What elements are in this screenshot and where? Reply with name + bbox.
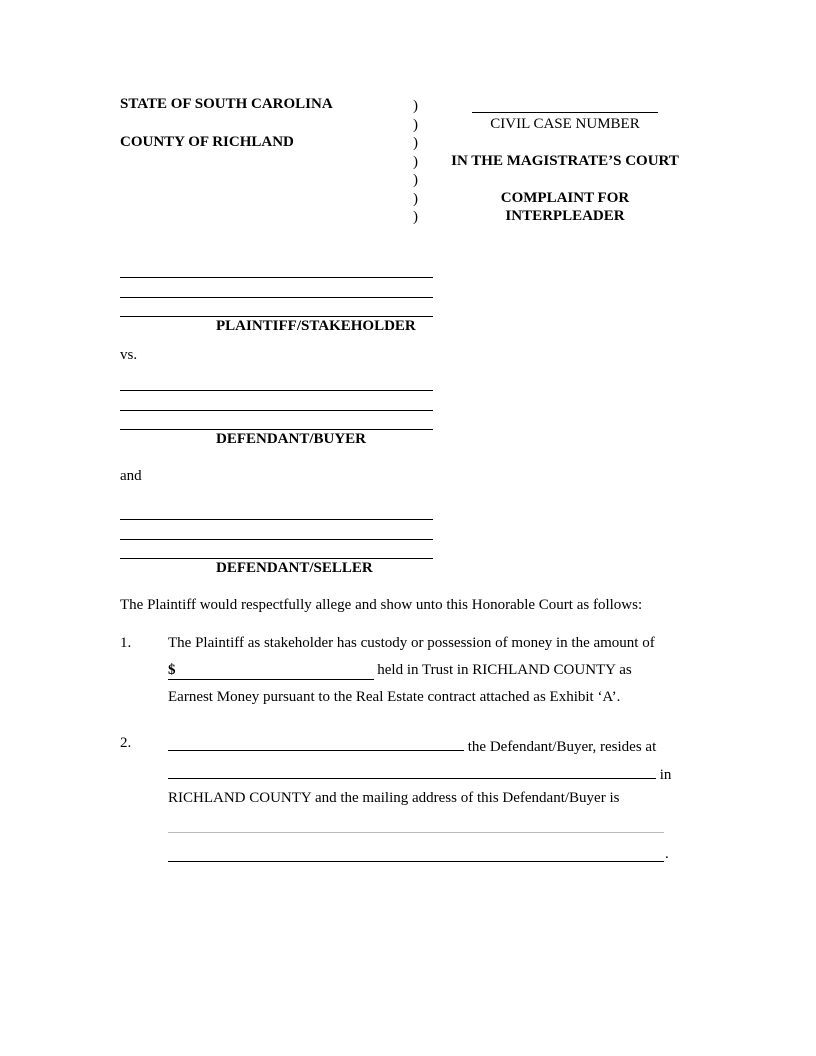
paragraph-2-line-1 — [168, 735, 656, 756]
case-number-label: CIVIL CASE NUMBER — [490, 116, 640, 132]
plaintiff-name-line-3[interactable] — [120, 316, 433, 317]
paren: ) — [413, 172, 418, 188]
case-number-field[interactable] — [472, 112, 658, 113]
seller-label: DEFENDANT/SELLER — [216, 560, 373, 576]
dollar-sign: $ — [168, 662, 176, 678]
paragraph-2-line-2 — [168, 763, 671, 784]
paren: ) — [413, 209, 418, 225]
buyer-mailing-address-line-2[interactable] — [168, 861, 664, 862]
paragraph-2-number: 2. — [120, 735, 132, 751]
versus-text: vs. — [120, 347, 138, 363]
paragraph-1-line-2 — [168, 662, 632, 680]
court-name: IN THE MAGISTRATE’S COURT — [451, 153, 679, 169]
paragraph-1-line-1: The Plaintiff as stakeholder has custody or possession of money in the amount of — [168, 635, 655, 651]
paragraph-2-line-3: RICHLAND COUNTY and the mailing address of this Defendant/Buyer is — [168, 790, 620, 806]
paren: ) — [413, 116, 418, 133]
closing-period: . — [665, 846, 669, 862]
plaintiff-label: PLAINTIFF/STAKEHOLDER — [216, 318, 416, 334]
complaint-title-line1: COMPLAINT FOR — [500, 190, 630, 206]
county-heading: COUNTY OF RICHLAND — [120, 134, 294, 150]
buyer-name-line-3[interactable] — [120, 429, 433, 430]
buyer-name-line-1[interactable] — [120, 390, 433, 391]
buyer-label: DEFENDANT/BUYER — [216, 431, 367, 447]
buyer-name-field[interactable] — [168, 735, 464, 751]
state-heading: STATE OF SOUTH CAROLINA — [120, 96, 333, 112]
paragraph-1-line-2-text: held in Trust in RICHLAND COUNTY as — [377, 662, 632, 678]
buyer-residence-field[interactable] — [168, 763, 656, 779]
intro-paragraph: The Plaintiff would respectfully allege and show unto this Honorable Court as follows: — [120, 597, 643, 613]
paragraph-1-number: 1. — [120, 635, 132, 651]
paren: ) — [413, 153, 418, 170]
buyer-mailing-address-line-1[interactable] — [168, 832, 664, 833]
paren: ) — [413, 135, 418, 151]
buyer-name-line-2[interactable] — [120, 410, 433, 411]
seller-name-line-3[interactable] — [120, 558, 433, 559]
caption-parens — [413, 97, 418, 227]
seller-name-line-1[interactable] — [120, 519, 433, 520]
plaintiff-name-line-1[interactable] — [120, 277, 433, 278]
complaint-title-line2: INTERPLEADER — [505, 208, 625, 224]
paragraph-2-line-1-text: the Defendant/Buyer, resides at — [467, 739, 657, 755]
plaintiff-name-line-2[interactable] — [120, 297, 433, 298]
paren: ) — [413, 190, 418, 207]
amount-field[interactable] — [168, 662, 374, 680]
seller-name-line-2[interactable] — [120, 539, 433, 540]
paren: ) — [413, 98, 418, 114]
paragraph-2-in: in — [659, 767, 672, 783]
and-text: and — [120, 468, 142, 484]
paragraph-1-line-3: Earnest Money pursuant to the Real Estate contract attached as Exhibit ‘A’. — [168, 689, 621, 705]
